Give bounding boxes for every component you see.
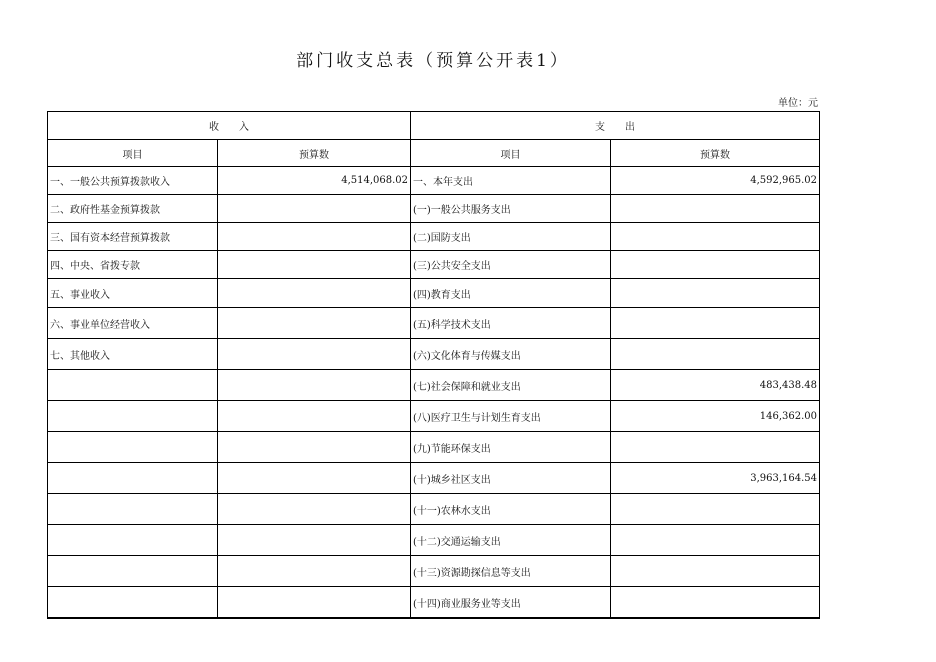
expense-item-cell: 一、本年支出	[411, 167, 611, 195]
income-item-cell	[48, 432, 218, 463]
table-row	[48, 279, 820, 308]
income-amount-cell	[218, 223, 411, 251]
expense-item-cell: (五)科学技术支出	[411, 308, 611, 339]
expense-amount-cell	[611, 525, 820, 556]
income-item-cell	[48, 587, 218, 619]
table-row	[48, 167, 820, 195]
expense-amount-cell	[611, 223, 820, 251]
expense-item-cell: (七)社会保障和就业支出	[411, 370, 611, 401]
expense-amount-cell	[611, 308, 820, 339]
table-row	[48, 195, 820, 223]
income-amount-cell	[218, 463, 411, 494]
expense-item-cell: (十一)农林水支出	[411, 494, 611, 525]
table-row	[48, 370, 820, 401]
expense-item-cell: (十)城乡社区支出	[411, 463, 611, 494]
expense-item-cell: (四)教育支出	[411, 279, 611, 308]
income-amount-cell: 4,514,068.02	[218, 167, 411, 195]
expense-amount-cell	[611, 494, 820, 525]
income-amount-cell	[218, 370, 411, 401]
income-item-cell: 三、国有资本经营预算拨款	[48, 223, 218, 251]
section-header-row	[48, 112, 820, 140]
income-amount-cell	[218, 195, 411, 223]
expense-amount-cell	[611, 339, 820, 370]
expense-item-cell: (十三)资源勘探信息等支出	[411, 556, 611, 587]
table-row	[48, 223, 820, 251]
table-row	[48, 339, 820, 370]
expense-item-cell: (八)医疗卫生与计划生育支出	[411, 401, 611, 432]
page-title: 部门收支总表（预算公开表1）	[296, 51, 570, 71]
expense-amount-cell: 3,963,164.54	[611, 463, 820, 494]
income-item-cell	[48, 401, 218, 432]
income-header: 收 入	[48, 112, 411, 140]
table-row	[48, 463, 820, 494]
income-item-cell	[48, 370, 218, 401]
income-item-cell: 七、其他收入	[48, 339, 218, 370]
expense-amount-cell	[611, 251, 820, 279]
table-row	[48, 308, 820, 339]
expense-amount-cell	[611, 556, 820, 587]
expense-amount-cell	[611, 279, 820, 308]
table-row	[48, 494, 820, 525]
income-item-cell: 一、一般公共预算拨款收入	[48, 167, 218, 195]
table-row	[48, 587, 820, 619]
income-amount-cell	[218, 401, 411, 432]
income-amount-cell	[218, 432, 411, 463]
expense-amount-cell: 4,592,965.02	[611, 167, 820, 195]
income-item-cell	[48, 494, 218, 525]
column-header-row	[48, 140, 820, 167]
income-amount-cell	[218, 279, 411, 308]
expense-item-cell: (九)节能环保支出	[411, 432, 611, 463]
expense-item-cell: (一)一般公共服务支出	[411, 195, 611, 223]
expense-header: 支 出	[411, 112, 820, 140]
table-row	[48, 251, 820, 279]
income-amount-cell	[218, 587, 411, 619]
expense-item-cell: (六)文化体育与传媒支出	[411, 339, 611, 370]
income-item-cell	[48, 525, 218, 556]
income-budget-header: 预算数	[218, 140, 411, 167]
expense-item-cell: (十四)商业服务业等支出	[411, 587, 611, 619]
income-item-cell: 四、中央、省拨专款	[48, 251, 218, 279]
income-amount-cell	[218, 308, 411, 339]
income-item-cell: 六、事业单位经营收入	[48, 308, 218, 339]
expense-amount-cell: 483,438.48	[611, 370, 820, 401]
expense-amount-cell	[611, 195, 820, 223]
table-row	[48, 525, 820, 556]
table-row	[48, 401, 820, 432]
income-amount-cell	[218, 494, 411, 525]
expense-item-cell: (十二)交通运输支出	[411, 525, 611, 556]
expense-amount-cell	[611, 587, 820, 619]
expense-item-cell: (三)公共安全支出	[411, 251, 611, 279]
income-item-header: 项目	[48, 140, 218, 167]
expense-amount-cell	[611, 432, 820, 463]
income-amount-cell	[218, 556, 411, 587]
income-item-cell: 五、事业收入	[48, 279, 218, 308]
income-item-cell	[48, 556, 218, 587]
unit-label: 单位：元	[778, 98, 818, 109]
budget-table	[47, 111, 820, 619]
expense-item-header: 项目	[411, 140, 611, 167]
expense-amount-cell: 146,362.00	[611, 401, 820, 432]
table-row	[48, 432, 820, 463]
expense-budget-header: 预算数	[611, 140, 820, 167]
income-item-cell	[48, 463, 218, 494]
income-amount-cell	[218, 339, 411, 370]
expense-item-cell: (二)国防支出	[411, 223, 611, 251]
table-row	[48, 556, 820, 587]
income-amount-cell	[218, 525, 411, 556]
income-amount-cell	[218, 251, 411, 279]
income-item-cell: 二、政府性基金预算拨款	[48, 195, 218, 223]
